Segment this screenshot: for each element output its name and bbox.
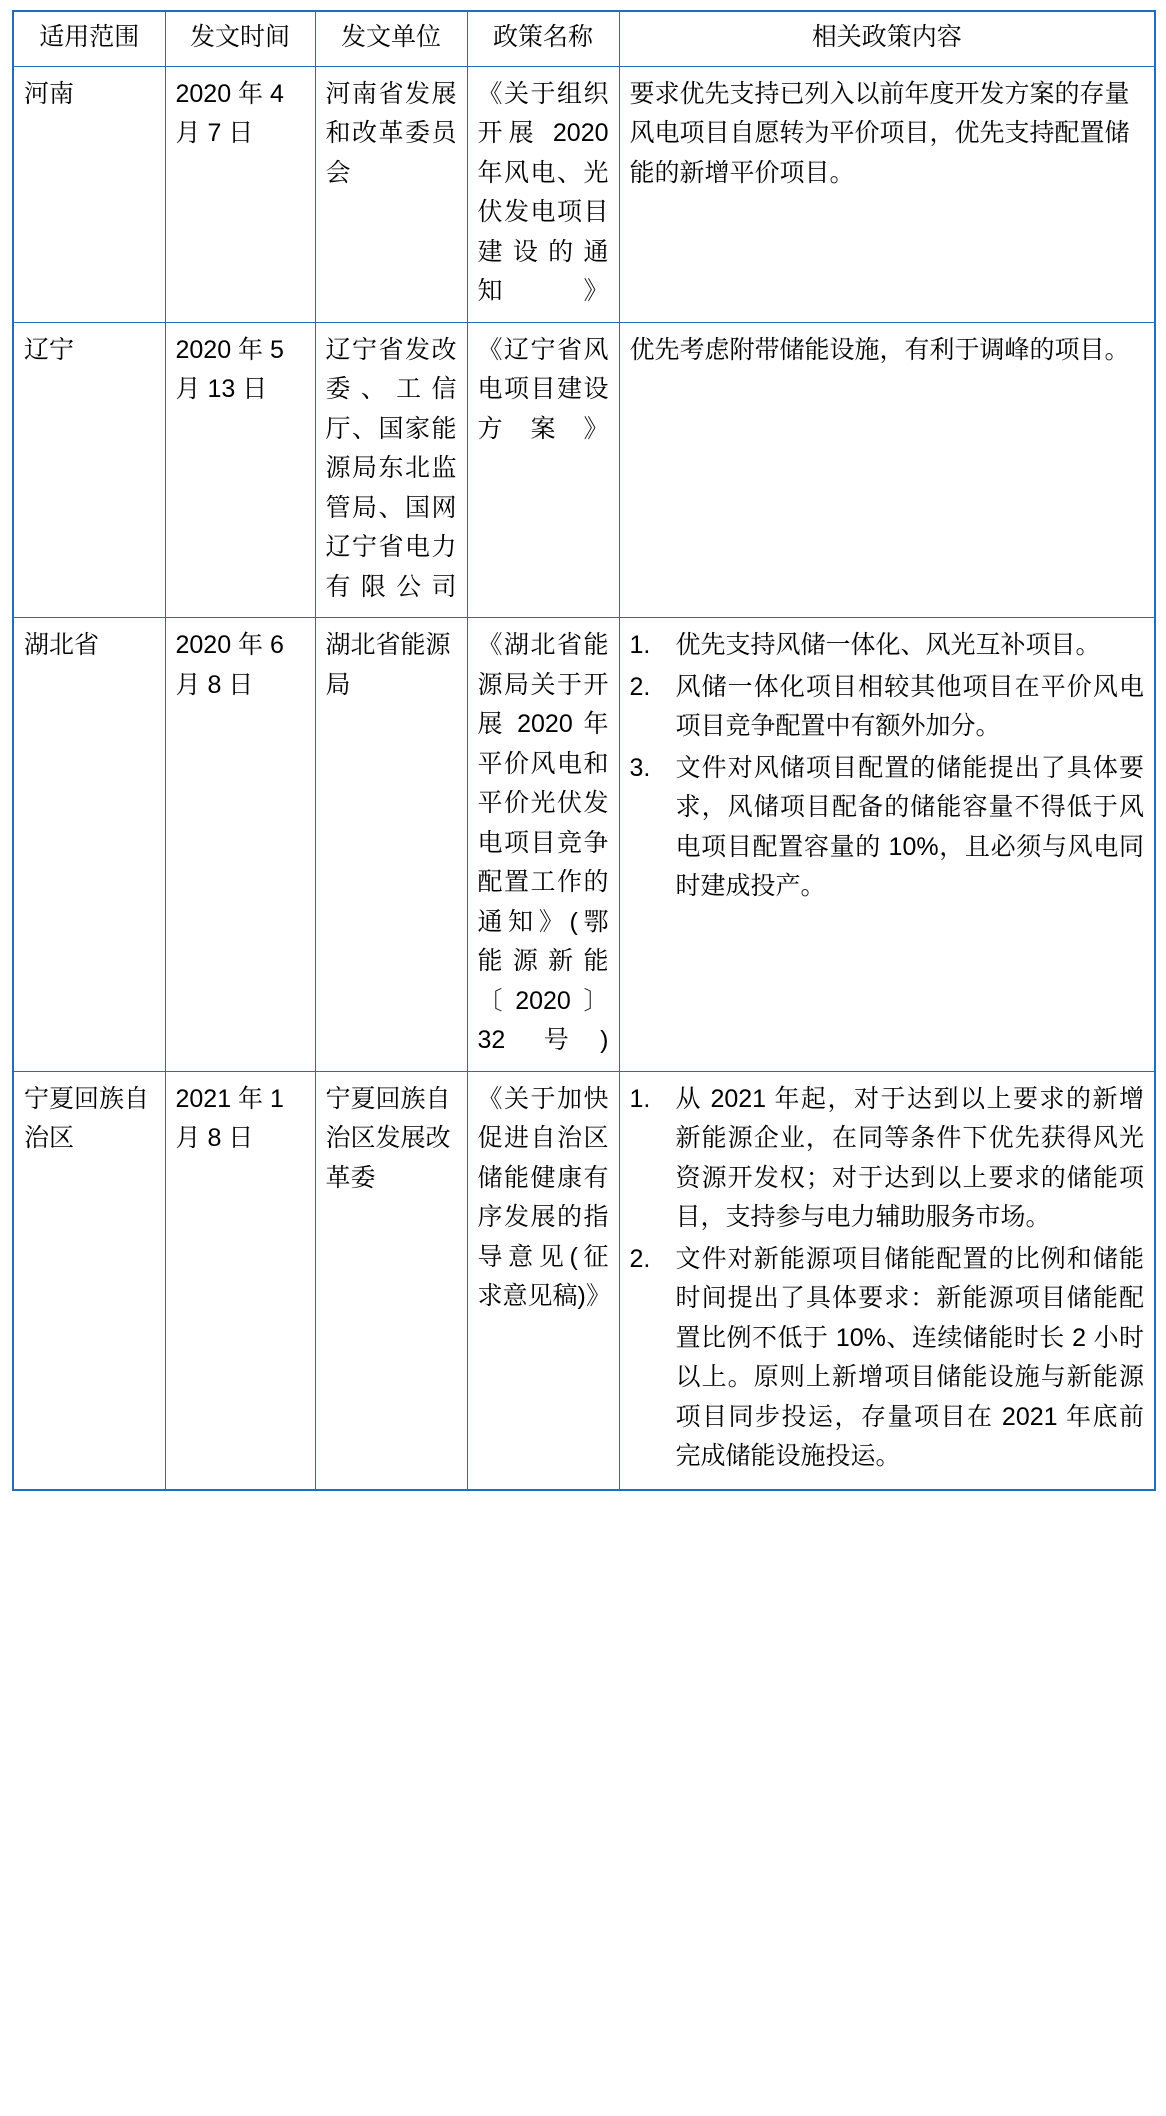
cell-content bbox=[619, 618, 1155, 1072]
table-header bbox=[13, 11, 1155, 66]
list-item: 风储一体化项目相较其他项目在平价风电项目竞争配置中有额外加分。 bbox=[675, 672, 1144, 740]
cell-policy-name: 《辽宁省风电项目建设方案》 bbox=[467, 322, 619, 618]
content-paragraph: 要求优先支持已列入以前年度开发方案的存量风电项目自愿转为平价项目，优先支持配置储能的新增平价项目。 bbox=[629, 79, 1130, 187]
list-item: 文件对风储项目配置的储能提出了具体要求，风储项目配备的储能容量不得低于风电项目配置容量的 10%，且必须与风电同时建成投产。 bbox=[675, 753, 1144, 900]
table-header-row bbox=[13, 11, 1155, 66]
cell-org: 宁夏回族自治区发展改革委 bbox=[315, 1071, 467, 1490]
cell-scope: 辽宁 bbox=[13, 322, 165, 618]
table-row bbox=[13, 322, 1155, 618]
cell-content bbox=[619, 322, 1155, 618]
column-header-policy-name: 政策名称 bbox=[467, 11, 619, 66]
cell-policy-name: 《关于组织开展 2020 年风电、光伏发电项目建设的通知》 bbox=[467, 66, 619, 322]
table-body bbox=[13, 66, 1155, 1490]
content-list bbox=[630, 1080, 1145, 1477]
content-list bbox=[630, 626, 1145, 907]
cell-date: 2020 年 5 月 13 日 bbox=[165, 322, 315, 618]
list-item: 文件对新能源项目储能配置的比例和储能时间提出了具体要求：新能源项目储能配置比例不低于 10%、连续储能时长 2 小时以上。原则上新增项目储能设施与新能源项目同步投运，存量项目在 2021 年底前完成储能设施投运。 bbox=[675, 1244, 1144, 1470]
column-header-org: 发文单位 bbox=[315, 11, 467, 66]
cell-policy-name: 《湖北省能源局关于开展 2020 年平价风电和平价光伏发电项目竞争配置工作的通知》(鄂能源新能〔2020〕32 号) bbox=[467, 618, 619, 1072]
cell-org: 辽宁省发改委、工信厅、国家能源局东北监管局、国网辽宁省电力有限公司 bbox=[315, 322, 467, 618]
list-item: 优先支持风储一体化、风光互补项目。 bbox=[675, 631, 1101, 659]
cell-policy-name: 《关于加快促进自治区储能健康有序发展的指导意见(征求意见稿)》 bbox=[467, 1071, 619, 1490]
cell-org: 河南省发展和改革委员会 bbox=[315, 66, 467, 322]
cell-scope: 河南 bbox=[13, 66, 165, 322]
column-header-content: 相关政策内容 bbox=[619, 11, 1155, 66]
cell-date: 2020 年 6 月 8 日 bbox=[165, 618, 315, 1072]
column-header-scope: 适用范围 bbox=[13, 11, 165, 66]
table-row bbox=[13, 618, 1155, 1072]
cell-content bbox=[619, 66, 1155, 322]
table-row bbox=[13, 66, 1155, 322]
cell-org: 湖北省能源局 bbox=[315, 618, 467, 1072]
cell-content bbox=[619, 1071, 1155, 1490]
policy-table bbox=[12, 10, 1156, 1491]
cell-scope: 湖北省 bbox=[13, 618, 165, 1072]
column-header-date: 发文时间 bbox=[165, 11, 315, 66]
cell-date: 2021 年 1 月 8 日 bbox=[165, 1071, 315, 1490]
list-item: 从 2021 年起，对于达到以上要求的新增新能源企业，在同等条件下优先获得风光资源开发权；对于达到以上要求的储能项目，支持参与电力辅助服务市场。 bbox=[675, 1084, 1144, 1231]
cell-date: 2020 年 4 月 7 日 bbox=[165, 66, 315, 322]
content-paragraph: 优先考虑附带储能设施，有利于调峰的项目。 bbox=[629, 335, 1130, 364]
cell-scope: 宁夏回族自治区 bbox=[13, 1071, 165, 1490]
table-row bbox=[13, 1071, 1155, 1490]
